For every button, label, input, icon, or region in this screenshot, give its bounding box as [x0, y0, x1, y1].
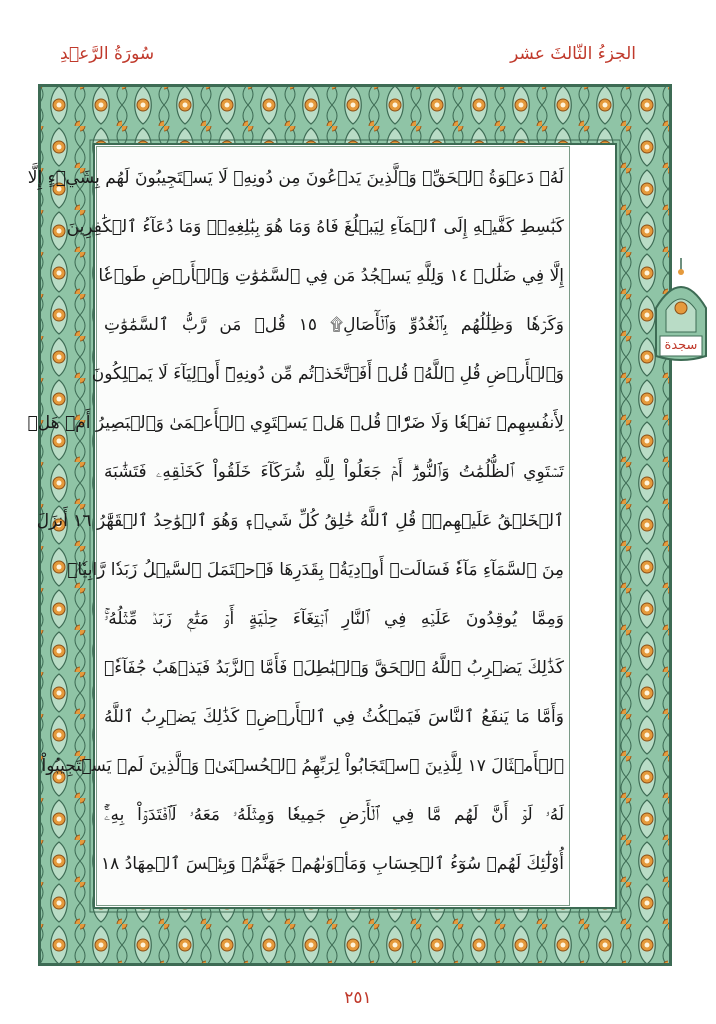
verse-line: وَأَمَّا مَا يَنفَعُ ٱلنَّاسَ فَيَمۡكُثُ فِي ٱلۡأَرۡضِۚ كَذَٰلِكَ يَضۡرِبُ ٱللَّهُ — [104, 707, 564, 727]
surah-title: سُورَةُ الرَّعۡدِ — [60, 44, 155, 64]
verse-line: أُوْلَٰٓئِكَ لَهُمۡ سُوٓءُ ٱلۡحِسَابِ وَمَأۡوَىٰهُمۡ جَهَنَّمُۖ وَبِئۡسَ ٱلۡمِهَادُ ١٨ — [101, 854, 564, 874]
verse-line: وَٱلۡأَرۡضِ قُلِ ٱللَّهُۚ قُلۡ أَفَٱتَّخَذۡتُم مِّن دُونِهِۦٓ أَوۡلِيَآءَ لَا يَمۡلِكُونَ — [91, 364, 564, 384]
verse-line: وَكَرۡهٗا وَظِلَٰلُهُم بِٱلۡغُدُوِّ وَٱلۡأٓصَالِ۩ ١٥ قُلۡ مَن رَّبُّ ٱلسَّمَٰوَٰتِ — [104, 315, 564, 335]
sajda-label: سجدة — [664, 338, 698, 353]
verse-line: مِنَ ٱلسَّمَآءِ مَآءٗ فَسَالَتۡ أَوۡدِيَةُۢ بِقَدَرِهَا فَٱحۡتَمَلَ ٱلسَّيۡلُ زَبَدٗا رَّابِيٗاۖ — [67, 560, 564, 580]
verse-line: كَبَٰسِطِ كَفَّيۡهِ إِلَى ٱلۡمَآءِ لِيَبۡلُغَ فَاهُ وَمَا هُوَ بِبَٰلِغِهِۦۚ وَمَا دُعَآءُ ٱلۡكَٰفِرِينَ — [66, 217, 564, 237]
verse-lines — [27, 156, 564, 896]
verse-line: تَسۡتَوِي ٱلظُّلُمَٰتُ وَٱلنُّورُۗ أَمۡ جَعَلُواْ لِلَّهِ شُرَكَآءَ خَلَقُواْ كَخَلۡقِهِۦ فَتَشَٰبَهَ — [104, 462, 564, 482]
juz-title: الجزءُ الثّالثَ عشر — [510, 44, 636, 64]
verse-line: وَمِمَّا يُوقِدُونَ عَلَيۡهِ فِي ٱلنَّارِ ٱبۡتِغَآءَ حِلۡيَةٍ أَوۡ مَتَٰعٖ زَبَدٞ مِّثۡلُهُۥۚ — [104, 609, 564, 629]
verse-line: لَهُۥ لَوۡ أَنَّ لَهُم مَّا فِي ٱلۡأَرۡضِ جَمِيعٗا وَمِثۡلَهُۥ مَعَهُۥ لَٱفۡتَدَوۡاْ بِهِۦٓۚ — [104, 805, 564, 825]
verse-line: ٱلۡأَمۡثَالَ ١٧ لِلَّذِينَ ٱسۡتَجَابُواْ لِرَبِّهِمُ ٱلۡحُسۡنَىٰۚ وَٱلَّذِينَ لَمۡ يَسۡتَجِيبُواْ — [41, 756, 564, 776]
verse-line: لَهُۥ دَعۡوَةُ ٱلۡحَقِّۚ وَٱلَّذِينَ يَدۡعُونَ مِن دُونِهِۦ لَا يَسۡتَجِيبُونَ لَهُم بِشَيۡءٍ إِلَّا — [27, 168, 564, 188]
page-number: ٢٥١ — [344, 988, 372, 1008]
verse-line: ٱلۡخَلۡقُ عَلَيۡهِمۡۚ قُلِ ٱللَّهُ خَٰلِقُ كُلِّ شَيۡءٖ وَهُوَ ٱلۡوَٰحِدُ ٱلۡقَهَّٰرُ ١٦ أَنزَلَ — [36, 511, 564, 531]
verse-line: إِلَّا فِي ضَلَٰلٖ ١٤ وَلِلَّهِ يَسۡجُدُ مَن فِي ٱلسَّمَٰوَٰتِ وَٱلۡأَرۡضِ طَوۡعٗا — [98, 266, 564, 286]
verse-line: كَذَٰلِكَ يَضۡرِبُ ٱللَّهُ ٱلۡحَقَّ وَٱلۡبَٰطِلَۚ فَأَمَّا ٱلزَّبَدُ فَيَذۡهَبُ جُفَآءٗۖ — [104, 658, 564, 678]
verse-line: لِأَنفُسِهِمۡ نَفۡعٗا وَلَا ضَرّٗاۚ قُلۡ هَلۡ يَسۡتَوِي ٱلۡأَعۡمَىٰ وَٱلۡبَصِيرُ أَمۡ هَلۡ — [27, 413, 564, 433]
